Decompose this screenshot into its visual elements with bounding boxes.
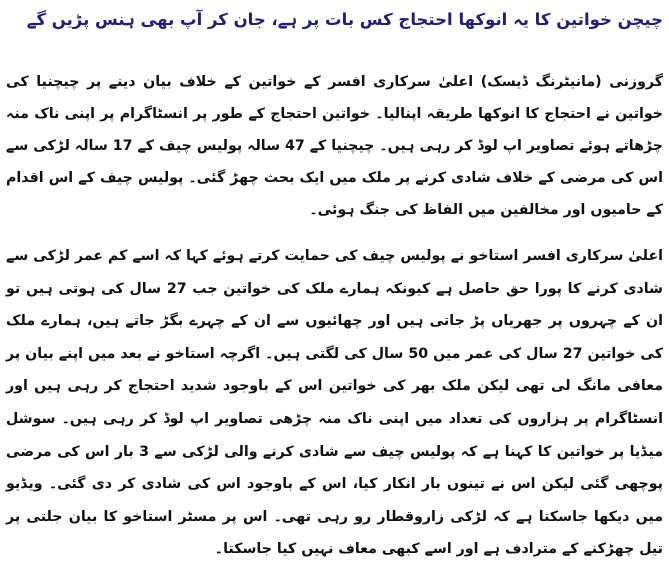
article-dateline: گروزنی (مانیٹرنگ ڈیسک)	[480, 74, 663, 90]
article-paragraph-1-text: اعلیٰ سرکاری افسر کے خواتین کے خلاف بیان دینے پر چیچنیا کی خواتین نے احتجاج کا انوکھا طریقہ اپنالیا۔ خواتین احتجاج کے طور پر انسٹاگرام پر اپنی ناک منہ چڑھاتے ہوئے تصاویر اپ لوڈ کر رہی ہیں۔ چیچنیا کے 47 سالہ پولیس چیف کے 17 سالہ لڑکی سے اس کی مرضی کے خلاف شادی کرنے پر ملک میں ایک بحث چھڑ گئی۔ پولیس چیف کے اس اقدام کے حامیوں اور مخالفین میں الفاظ کی جنگ ہوئی۔	[6, 74, 663, 218]
article-headline: چیچن خواتین کا یہ انوکھا احتجاج کس بات پر ہے، جان کر آپ بھی ہنس پڑیں گے	[26, 10, 663, 29]
article-paragraph-2: اعلیٰ سرکاری افسر استاخو نے پولیس چیف کی حمایت کرتے ہوئے کہا کہ اسے کم عمر لڑکی سے شادی کرنے کا پورا حق حاصل ہے کیونکہ ہمارے ملک کی خواتین جب 27 سال کی ہوتی ہیں تو ان کے چہروں پر جھریاں پڑ جاتی ہیں اور چھائیوں سے ان کے چہرے بگڑ جاتے ہیں، ہمارے ملک کی خواتین 27 سال کی عمر میں 50 سال کی لگتی ہیں۔ اگرچہ استاخو نے بعد میں اپنے بیان پر معافی مانگ لی تھی لیکن ملک بھر کی خواتین اس کے باوجود شدید احتجاج کر رہی ہیں اور انسٹاگرام پر ہزاروں کی تعداد میں اپنی ناک منہ چڑھی تصاویر اپ لوڈ کر رہی ہیں۔ سوشل میڈیا پر خواتین کا کہنا ہے کہ پولیس چیف سے شادی کرنے والی لڑکی سے 3 بار اس کی مرضی پوچھی گئی لیکن اس نے تینوں بار انکار کیا، اس کے باوجود اس کی شادی کر دی گئی۔ ویڈیو میں دیکھا جاسکتا ہے کہ لڑکی زاروقطار رو رہی تھی۔ اس پر مسٹر استاخو کا بیان جلتی پر تیل چھڑکنے کے مترادف ہے اور اسے کبھی معاف نہیں کیا جاسکتا۔	[6, 248, 664, 558]
article-paragraph-1	[6, 66, 663, 226]
news-article	[6, 0, 664, 558]
